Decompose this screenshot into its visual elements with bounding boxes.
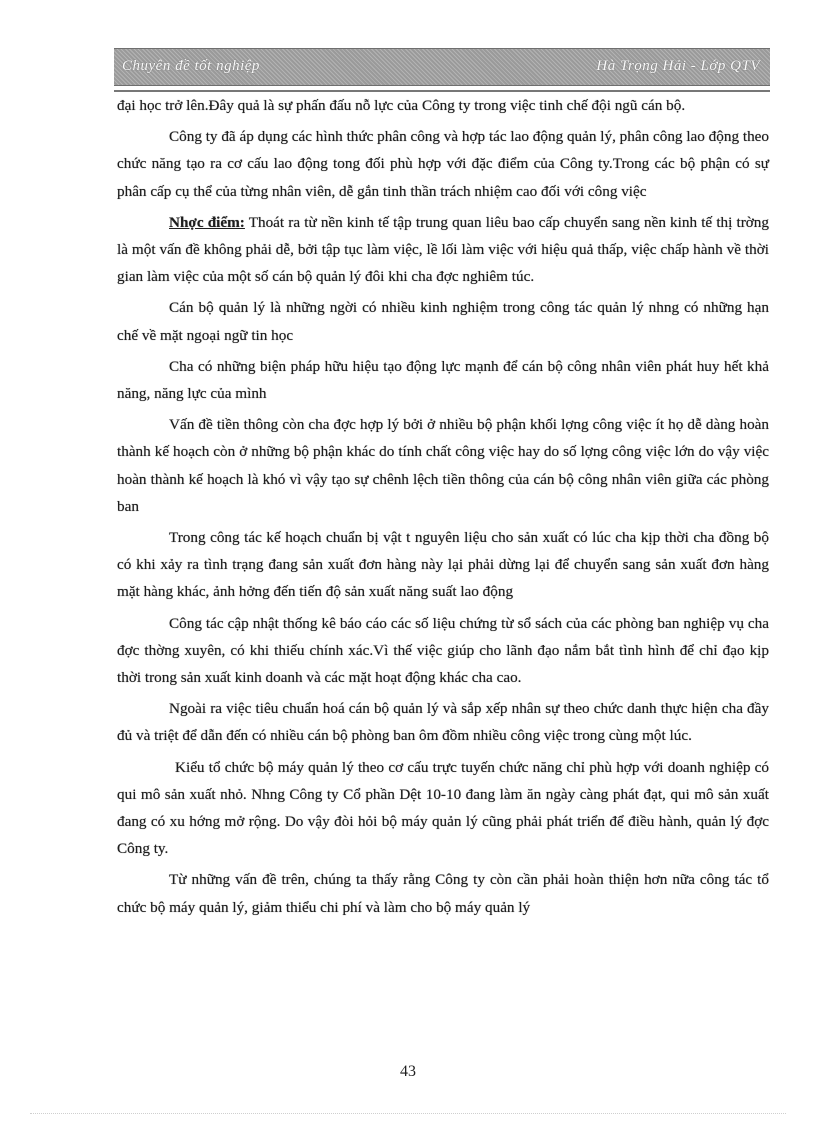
weakness-heading: Nhợc điểm:: [169, 213, 245, 231]
weakness-paragraph: [117, 209, 769, 291]
paragraph: đại học trở lên.Đây quả là sự phấn đấu nỗ lực của Công ty trong việc tinh chế đội ngũ cán bộ.: [117, 97, 686, 114]
paragraph: Cha có những biện pháp hữu hiệu tạo động lực mạnh để cán bộ công nhân viên phát huy hết khả năng, năng lực của mình: [117, 357, 769, 403]
paragraph: Cán bộ quản lý là những ngời có nhiều kinh nghiệm trong công tác quản lý nhng có những hạn chế về mặt ngoại ngữ tin học: [117, 299, 769, 344]
paragraph: Vấn đề tiền thông còn cha đợc hợp lý bởi ở nhiều bộ phận khối lợng công việc ít họ dễ dàng hoàn thành kế hoạch còn ở những bộ phận khác do tính chất công việc hay do số lợng công việc lớn do vậy việc hoàn thành kế hoạch là khó vì vậy tạo sự chênh lệch tiền thông của cán bộ công nhân viên giữa các phòng ban: [117, 416, 769, 515]
header-author-class: Hà Trọng Hải - Lớp QTV: [596, 58, 760, 74]
paragraph: Trong công tác kế hoạch chuẩn bị vật t nguyên liệu cho sản xuất có lúc cha kịp thời cha đồng bộ có khi xảy ra tình trạng đang sản xuất đơn hàng này lại phải dừng lại để chuyển sang sản xuất đơn hàng mặt hàng khác, ảnh hởng đến tiến độ sản xuất năng suất lao động: [117, 529, 769, 601]
paragraph: Ngoài ra việc tiêu chuẩn hoá cán bộ quản lý và sắp xếp nhân sự theo chức danh thực hiện cha đầy đủ và triệt để dẫn đến có nhiều cán bộ phòng ban ôm đồm nhiều công việc trong cùng một lúc.: [117, 700, 769, 745]
weakness-text: Thoát ra từ nền kinh tế tập trung quan liêu bao cấp chuyển sang nền kinh tế thị trờng là một vấn đề không phải dễ, bởi tập tục làm việc, lề lối làm việc với hiệu quả thấp, việc chấp hành về thời gian làm việc của một số cán bộ quản lý đôi khi cha đợc nghiêm túc.: [117, 213, 769, 286]
paragraph: Từ những vấn đề trên, chúng ta thấy rằng Công ty còn cần phải hoàn thiện hơn nữa công tác tổ chức bộ máy quản lý, giảm thiểu chi phí và làm cho bộ máy quản lý: [117, 871, 769, 916]
page-number: 43: [400, 1063, 416, 1080]
running-header: [114, 48, 770, 86]
paragraph: Công ty đã áp dụng các hình thức phân công và hợp tác lao động quản lý, phân công lao động theo chức năng tạo ra cơ cấu lao động tong đối phù hợp với đặc điểm của Công ty.Trong các bộ phận có sự phân cấp cụ thể của từng nhân viên, dễ gắn tinh thần trách nhiệm cao đối với công việc: [117, 128, 769, 200]
page-body: [117, 92, 769, 925]
paragraph: Kiểu tổ chức bộ máy quản lý theo cơ cấu trực tuyến chức năng chỉ phù hợp với doanh nghiệp có qui mô sản xuất nhỏ. Nhng Công ty Cổ phần Dệt 10-10 đang làm ăn ngày càng phát đạt, qui mô sản xuất đang có xu hớng mở rộng. Do vậy đòi hỏi bộ máy quản lý cũng phải phát triển để điều hành, quản lý đợc Công ty.: [117, 758, 769, 858]
footer-divider: [30, 1113, 786, 1114]
header-document-type: Chuyên đề tốt nghiệp: [122, 58, 260, 74]
paragraph: Công tác cập nhật thống kê báo cáo các số liệu chứng từ sổ sách của các phòng ban nghiệp vụ cha đợc thờng xuyên, có khi thiếu chính xác.Vì thế việc giúp cho lãnh đạo nắm bắt tình hình để chỉ đạo kịp thời trong sản xuất kinh doanh và các mặt hoạt động khác cha cao.: [117, 614, 769, 687]
